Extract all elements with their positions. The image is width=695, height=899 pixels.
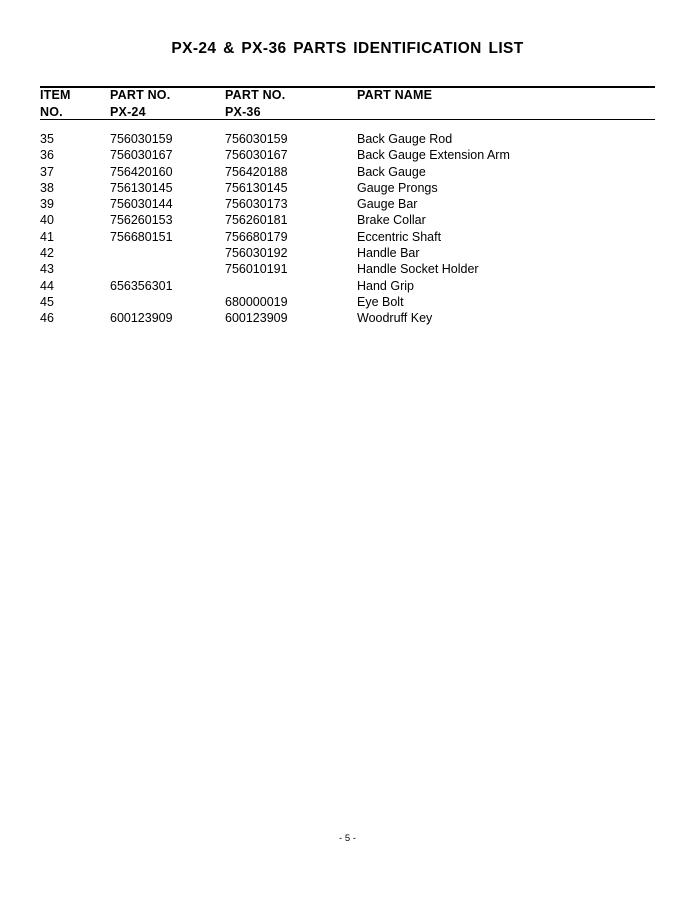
cell-part-name: Brake Collar <box>357 213 426 228</box>
cell-item-no: 46 <box>40 311 54 326</box>
cell-part-no-px24: 756030144 <box>110 197 173 212</box>
cell-part-no-px36: 756010191 <box>225 262 288 277</box>
cell-part-no-px36: 756030167 <box>225 148 288 163</box>
cell-part-no-px36: 756260181 <box>225 213 288 228</box>
page-title: PX-24 & PX-36 PARTS IDENTIFICATION LIST <box>171 40 524 57</box>
table-row <box>40 212 655 228</box>
column-header-item-no <box>40 88 110 119</box>
cell-part-no-px24: 756030167 <box>110 148 173 163</box>
column-header-part-name-line1: PART NAME <box>357 88 433 102</box>
column-header-part-no-px36-line1: PART NO. <box>225 88 286 102</box>
cell-part-no-px36: 756030192 <box>225 246 288 261</box>
table-body <box>40 131 655 327</box>
cell-item-no: 42 <box>40 246 54 261</box>
cell-part-no-px36: 756030159 <box>225 132 288 146</box>
parts-identification-table <box>40 88 655 119</box>
column-header-item-no-line1: ITEM <box>40 88 71 102</box>
table-row <box>40 180 655 196</box>
cell-item-no: 44 <box>40 278 54 293</box>
cell-part-no-px24 <box>110 245 225 261</box>
cell-part-no-px24: 656356301 <box>110 278 173 293</box>
cell-part-no-px36 <box>225 278 357 294</box>
cell-part-name: Back Gauge Extension Arm <box>357 148 510 163</box>
table-header <box>40 88 655 119</box>
cell-part-no-px24: 600123909 <box>110 311 173 326</box>
cell-item-no: 35 <box>40 132 54 146</box>
cell-item-no: 40 <box>40 213 54 228</box>
cell-part-no-px24 <box>110 294 225 310</box>
cell-part-no-px24: 756680151 <box>110 229 173 244</box>
table-header-row <box>40 88 655 119</box>
cell-item-no: 43 <box>40 262 54 277</box>
cell-part-no-px24: 756030159 <box>110 132 173 146</box>
cell-item-no: 37 <box>40 164 54 179</box>
cell-part-no-px24: 756260153 <box>110 213 173 228</box>
cell-part-no-px36: 756130145 <box>225 180 288 195</box>
cell-part-no-px36: 680000019 <box>225 294 288 309</box>
cell-part-no-px36: 756420188 <box>225 164 288 179</box>
cell-part-no-px24: 756130145 <box>110 180 173 195</box>
table-row <box>40 261 655 277</box>
cell-part-no-px36: 756680179 <box>225 229 288 244</box>
table-row <box>40 147 655 163</box>
cell-part-no-px24: 756420160 <box>110 164 173 179</box>
cell-part-name: Handle Socket Holder <box>357 262 479 277</box>
cell-item-no: 41 <box>40 229 54 244</box>
table-row <box>40 278 655 294</box>
cell-part-no-px36: 600123909 <box>225 311 288 326</box>
parts-table-body-wrapper <box>40 131 655 327</box>
table-row <box>40 310 655 326</box>
cell-part-name: Hand Grip <box>357 278 414 293</box>
table-row <box>40 294 655 310</box>
cell-item-no: 39 <box>40 197 54 212</box>
cell-item-no: 38 <box>40 180 54 195</box>
column-header-part-no-px24 <box>110 88 225 119</box>
column-header-item-no-line2: NO. <box>40 105 63 119</box>
cell-part-name: Eye Bolt <box>357 294 404 309</box>
column-header-part-name <box>357 88 655 119</box>
cell-part-name: Gauge Prongs <box>357 180 438 195</box>
column-header-part-no-px24-line2: PX-24 <box>110 105 146 119</box>
column-header-part-no-px24-line1: PART NO. <box>110 88 171 102</box>
table-row <box>40 131 655 147</box>
table-row <box>40 245 655 261</box>
cell-part-no-px24 <box>110 261 225 277</box>
cell-part-name: Back Gauge <box>357 164 426 179</box>
cell-part-name: Back Gauge Rod <box>357 132 453 146</box>
table-row <box>40 164 655 180</box>
cell-part-no-px36: 756030173 <box>225 197 288 212</box>
cell-item-no: 36 <box>40 148 54 163</box>
cell-part-name: Eccentric Shaft <box>357 229 442 244</box>
page-number: - 5 - <box>339 833 356 844</box>
table-row <box>40 229 655 245</box>
cell-part-name: Woodruff Key <box>357 311 433 326</box>
parts-table-container <box>40 86 655 327</box>
column-header-part-no-px36-line2: PX-36 <box>225 105 261 119</box>
table-body-spacer <box>40 120 655 131</box>
column-header-part-no-px36 <box>225 88 357 119</box>
cell-part-name: Gauge Bar <box>357 197 418 212</box>
table-row <box>40 196 655 212</box>
cell-item-no: 45 <box>40 294 54 309</box>
cell-part-name: Handle Bar <box>357 246 420 261</box>
